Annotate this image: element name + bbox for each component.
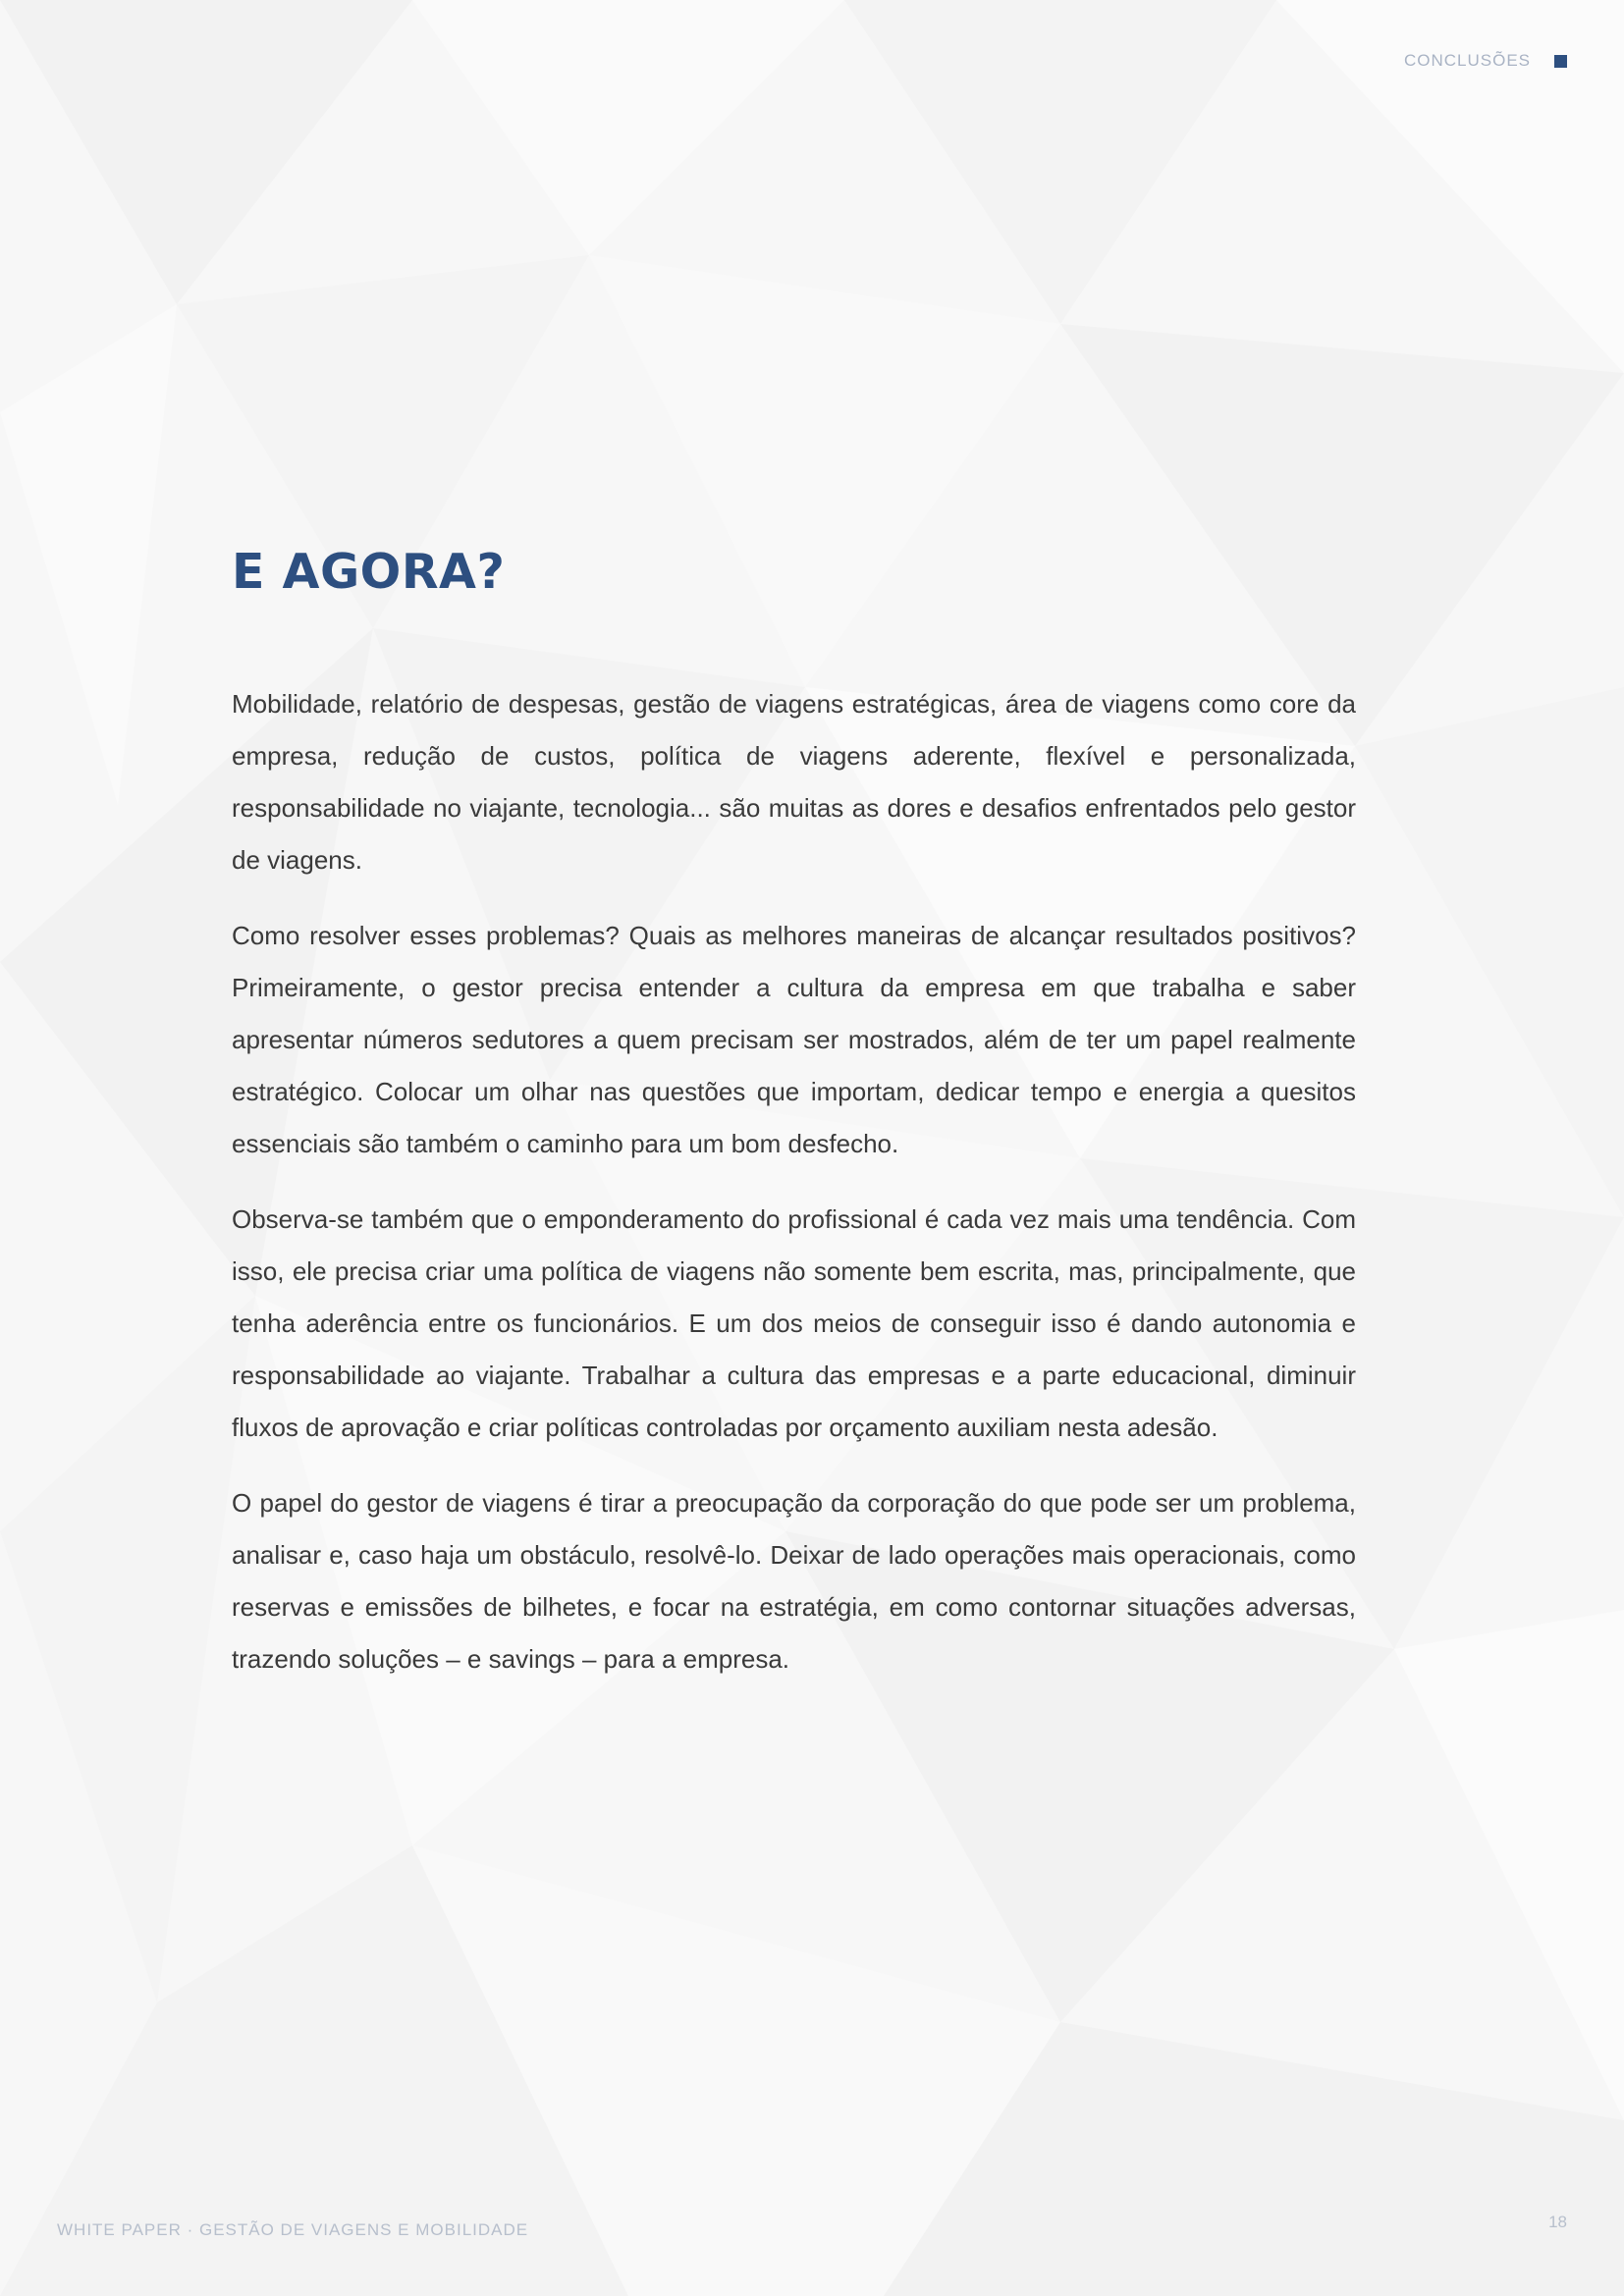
paragraph-2: Como resolver esses problemas? Quais as melhores maneiras de alcançar resultados positivos? Primeiramente, o gestor precisa entender a cultura da empresa em que trabalha e saber apresentar números sedutores a quem precisam ser mostrados, além de ter um papel realmente estratégico. Colocar um olhar nas questões que importam, dedicar tempo e energia a quesitos essenciais são também o caminho para um bom desfecho. — [232, 921, 1356, 1158]
page-title: E AGORA? — [232, 544, 506, 600]
page-number: 18 — [1548, 2213, 1567, 2231]
section-header — [1404, 51, 1567, 71]
paragraph-1: Mobilidade, relatório de despesas, gestão de viagens estratégicas, área de viagens como core da empresa, redução de custos, política de viagens aderente, flexível e personalizada, responsabilidade no viajante, tecnologia... são muitas as dores e desafios enfrentados pelo gestor de viagens. — [232, 689, 1356, 875]
section-label: CONCLUSÕES — [1403, 51, 1531, 70]
main-content — [232, 535, 1356, 1709]
paragraph-4: O papel do gestor de viagens é tirar a preocupação da corporação do que pode ser um problema, analisar e, caso haja um obstáculo, resolvê-lo. Deixar de lado operações mais operacionais, como reservas e emissões de bilhetes, e focar na estratégia, em como contornar situações adversas, trazendo soluções – e savings – para a empresa. — [232, 1488, 1356, 1674]
square-icon — [1554, 55, 1567, 68]
paragraph-3: Observa-se também que o emponderamento do profissional é cada vez mais uma tendência. Com isso, ele precisa criar uma política de viagens não somente bem escrita, mas, principalmente, que tenha aderência entre os funcionários. E um dos meios de conseguir isso é dando autonomia e responsabilidade ao viajante. Trabalhar a cultura das empresas e a parte educacional, diminuir fluxos de aprovação e criar políticas controladas por orçamento auxiliam nesta adesão. — [232, 1204, 1356, 1442]
footer-publication: WHITE PAPER · GESTÃO DE VIAGENS E MOBILIDADE — [57, 2220, 529, 2239]
